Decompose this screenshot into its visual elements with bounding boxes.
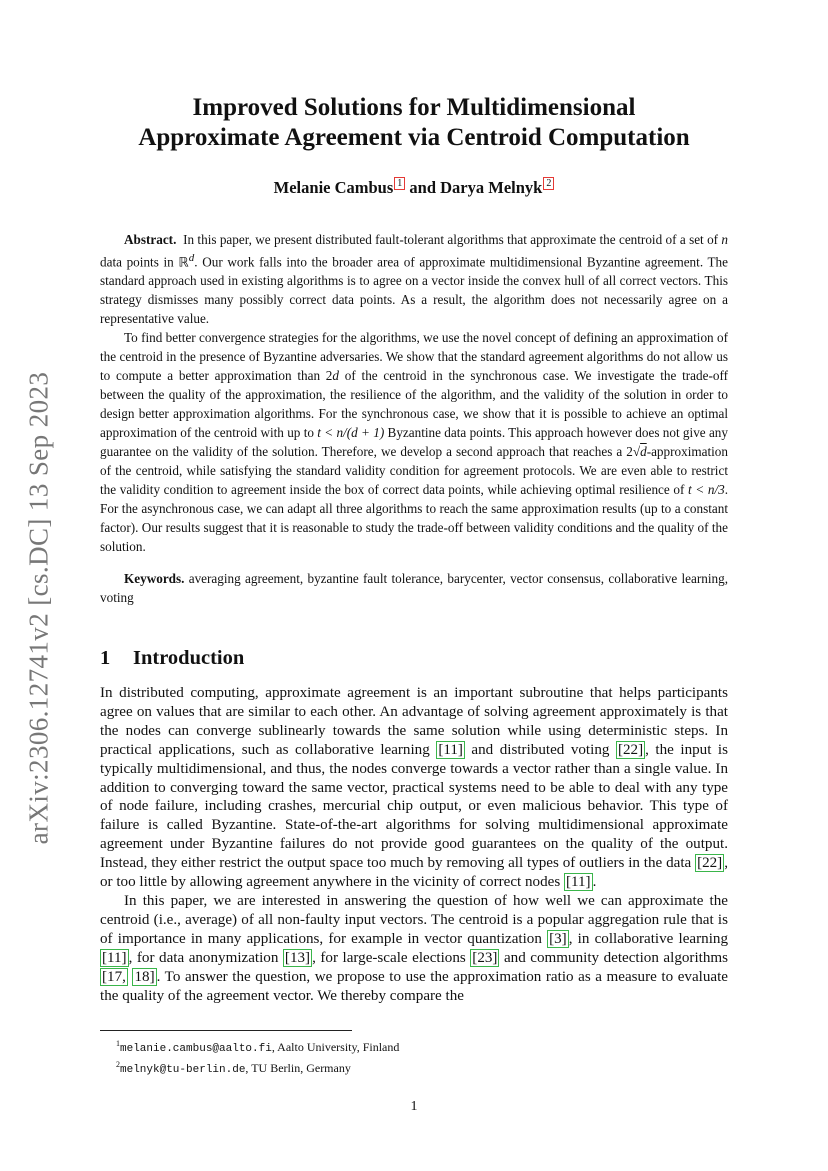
footnote-rule [100, 1030, 352, 1031]
citation-link[interactable]: [11] [438, 741, 463, 758]
section-title: Introduction [133, 647, 245, 669]
citation-link[interactable]: [11] [566, 874, 591, 891]
abstract-paragraph-2: To find better convergence strategies for the algorithms, we use the novel concept of defining an approximation of the centroid in the presence of Byzantine adversaries. We show that the standard agreement algorithms do not allow us to compute a better approximation than 2d of the centroid in the synchronous case. We investigate the trade-off between the quality of the approximation, the resilience of the algorithm, and the validity of the solution in order to design better approximation algorithms. For the synchronous case, we show that it is possible to achieve an optimal approximation of the centroid with up to t < n/(d + 1) Byzantine data points. This approach however does not give any guarantee on the validity of the solution. Therefore, we develop a second approach that reaches a 2√d-approximation of the centroid, while satisfying the standard validity condition for agreement protocols. We are even able to restrict the validity condition to agreement inside the box of correct data points, while achieving optimal resilience of t < n/3. For the asynchronous case, we can adapt all three algorithms to reach the same approximation results (up to a constant factor). Our results suggest that it is reasonable to study the trade-off between validity conditions and the quality of the solution. [100, 330, 728, 555]
citation-link[interactable]: [22] [617, 741, 644, 758]
abstract-label: Abstract. [124, 232, 177, 247]
citation-link[interactable]: [13] [284, 949, 311, 966]
author-1: Melanie Cambus [273, 178, 394, 197]
email-link[interactable]: melnyk@tu-berlin.de [120, 1064, 246, 1076]
paper-title [100, 93, 728, 153]
author-2: Darya Melnyk [440, 178, 543, 197]
page-number: 1 [410, 1099, 418, 1114]
footnotes [116, 1036, 399, 1078]
citation-link[interactable]: 18] [134, 968, 155, 985]
section-heading [100, 647, 244, 670]
introduction-body [100, 684, 728, 1005]
section-number: 1 [100, 647, 111, 669]
citation-link[interactable]: [11] [102, 949, 127, 966]
body-paragraph-1: In distributed computing, approximate agreement is an important subroutine that helps participants agree on values that are similar to each other. An advantage of solving agreement approximately is that the nodes can converge sublinearly towards the same solution while using deterministic steps. In practical applications, such as collaborative learning [11] and distributed voting [22] , the input is typically multidimensional, and thus, the nodes converge towards a vector rather than a single value. In addition to converging toward the same vector, practical systems need to be able to deal with any type of node failure, including crashes, mercurial chip output, or even malicious behavior. This type of failure is called Byzantine. State-of-the-art algorithms for solving multidimensional approximate agreement under Byzantine failures do not provide good guarantees on the quality of the output. Instead, they either restrict the output space too much by removing all types of outliers in the data [22] , or too little by allowing agreement anywhere in the vicinity of correct nodes [11] . [100, 685, 728, 891]
author-conjunction: and [409, 178, 437, 197]
arxiv-identifier: arXiv:2306.12741v2 [cs.DC] 13 Sep 2023 [23, 371, 54, 844]
footnote-link-2[interactable]: 2 [543, 177, 554, 190]
keywords-label: Keywords. [124, 571, 185, 586]
title-line-1: Improved Solutions for Multidimensional [192, 94, 636, 121]
citation-link[interactable]: [17, [102, 968, 126, 985]
keywords-text: averaging agreement, byzantine fault tolerance, barycenter, vector consensus, collaborative learning, voting [100, 571, 728, 605]
title-line-2: Approximate Agreement via Centroid Computation [138, 124, 690, 151]
footnote-2: $^2$melnyk@tu-berlin.de, TU Berlin, Germany [116, 1060, 351, 1076]
citation-link[interactable]: [22] [697, 855, 723, 872]
footnote-1: $^1$melanie.cambus@aalto.fi, Aalto University, Finland [116, 1039, 400, 1055]
keywords [100, 569, 728, 607]
abstract [100, 230, 728, 556]
footnote-link-1[interactable]: 1 [394, 177, 405, 190]
abstract-paragraph-1: Abstract. In this paper, we present distributed fault-tolerant algorithms that approximate the centroid of a set of n data points in ℝ$^d$. Our work falls into the broader area of approximate multidimensional Byzantine agreement. The standard approach used in existing algorithms is to agree on a vector inside the convex hull of all correct vectors. This strategy dismisses many possibly correct data points. As a result, the algorithm does not necessarily agree on a representative value. [100, 232, 729, 327]
body-paragraph-2: In this paper, we are interested in answering the question of how well we can approximate the centroid (i.e., average) of all non-faulty input vectors. The centroid is a popular aggregation rule that is of importance in many applications, for example in vector quantization [3] , in collaborative learning [11] , for data anonymization [13] , for large-scale elections [23] and community detection algorithms [17, 18] . To answer the question, we propose to use the approximation ratio as a measure to evaluate the quality of the agreement vector. We thereby compare the [100, 892, 728, 1004]
citation-link[interactable]: [23] [472, 949, 498, 966]
email-link[interactable]: melanie.cambus@aalto.fi [120, 1043, 272, 1055]
citation-link[interactable]: [3] [549, 930, 567, 947]
author-list [100, 177, 728, 198]
